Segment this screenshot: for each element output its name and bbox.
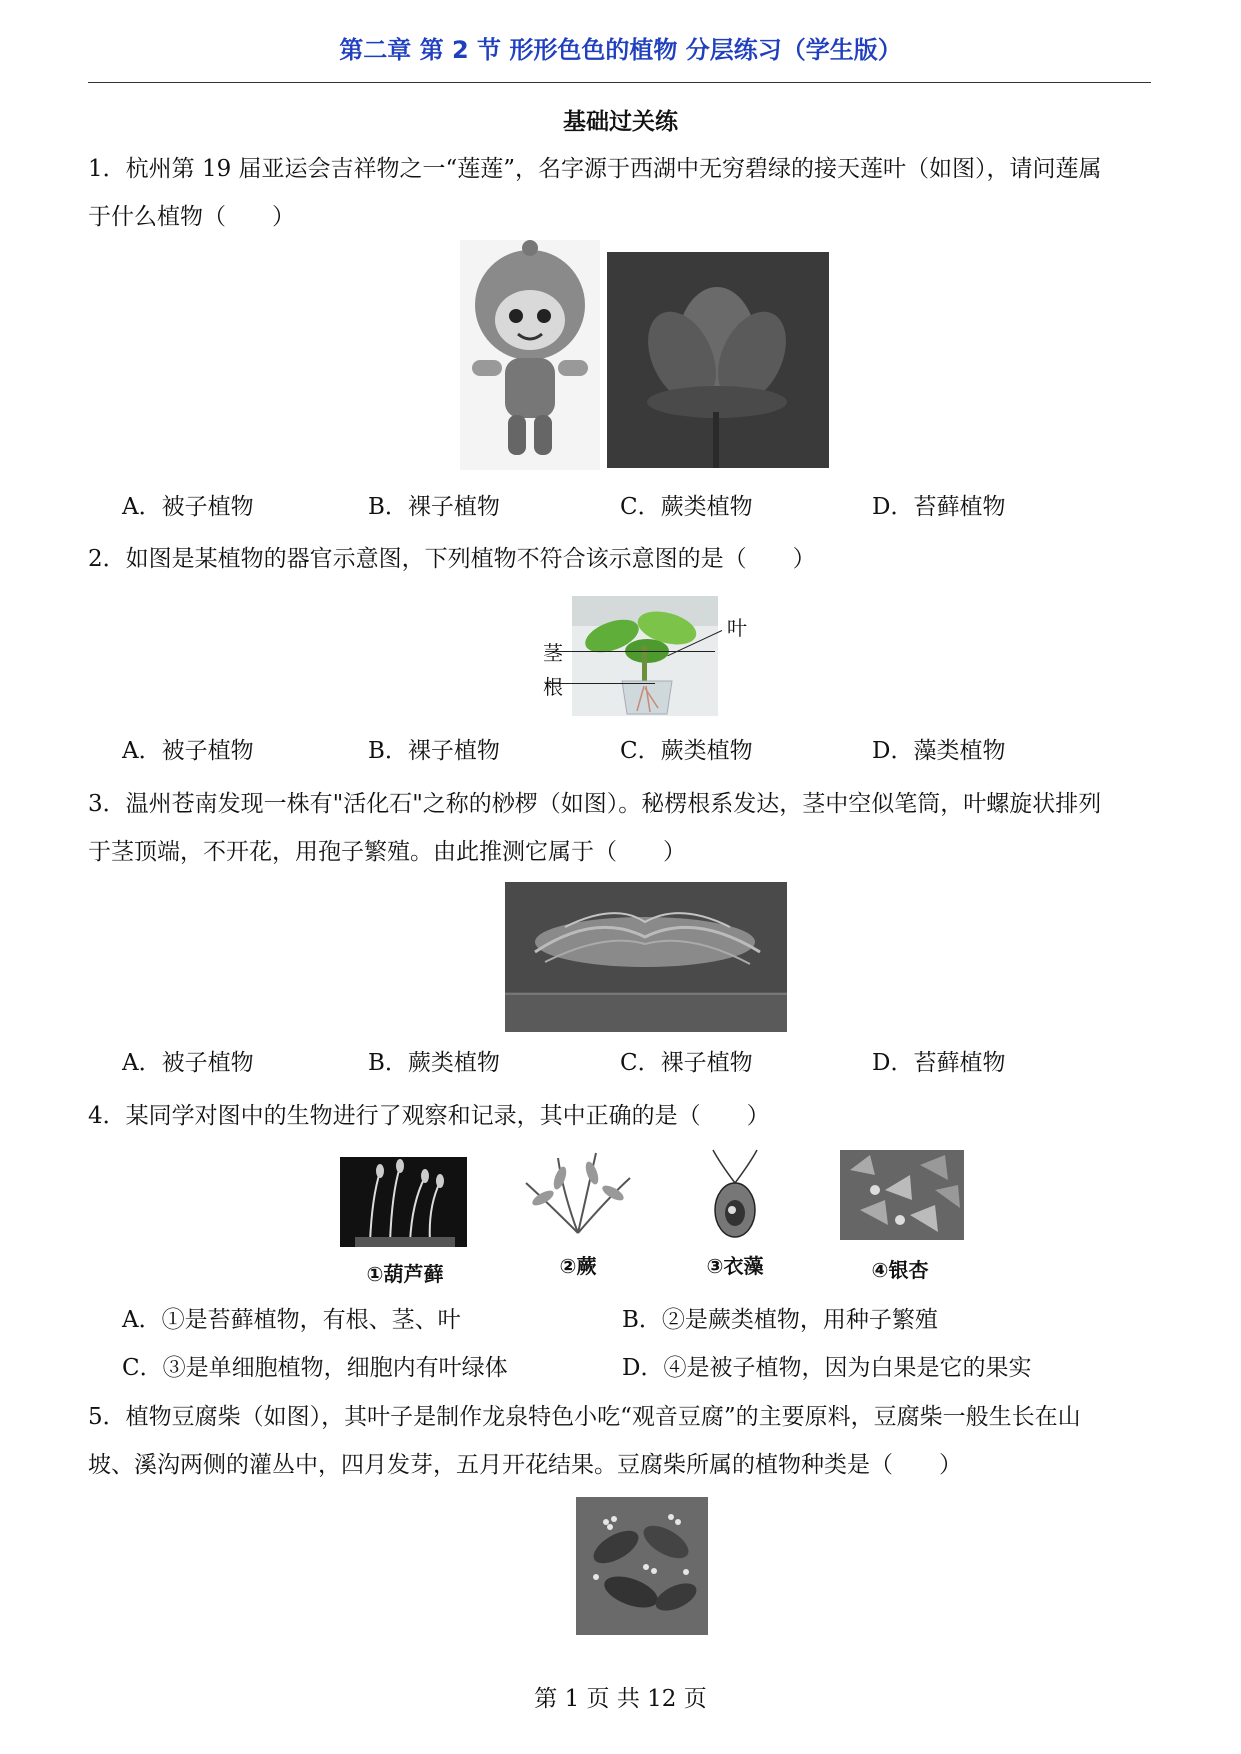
fern-illustration (518, 1148, 638, 1238)
question-5-line-1: 5．植物豆腐柴（如图），其叶子是制作龙泉特色小吃“观音豆腐”的主要原料，豆腐柴一般生长在山 (88, 1404, 1081, 1430)
q2-option-a[interactable]: A．被子植物 (122, 738, 254, 764)
caption-chlamydomonas: ③衣藻 (706, 1254, 764, 1278)
caption-fern: ②蕨 (559, 1254, 597, 1278)
q3-option-b[interactable]: B．蕨类植物 (368, 1050, 500, 1076)
tree-fern-photo (505, 882, 787, 1032)
question-3-stem (88, 780, 1168, 876)
question-3-line-2: 于茎顶端，不开花，用孢子繁殖。由此推测它属于（ ） (88, 839, 686, 865)
q3-option-c[interactable]: C．裸子植物 (620, 1050, 753, 1076)
lotus-flower-photo (607, 252, 829, 468)
moss-photo (340, 1157, 467, 1247)
ginkgo-photo (840, 1150, 964, 1240)
leaf-label: 叶 (727, 616, 747, 640)
header-divider (88, 82, 1151, 83)
q2-option-b[interactable]: B．裸子植物 (368, 738, 500, 764)
premna-plant-photo (576, 1497, 708, 1635)
chlamydomonas-illustration (705, 1148, 765, 1243)
document-header: 第二章 第 2 节 形形色色的植物 分层练习（学生版） (339, 36, 902, 64)
q4-option-a[interactable]: A．①是苔藓植物，有根、茎、叶 (122, 1307, 461, 1333)
section-title: 基础过关练 (563, 108, 678, 135)
question-4-stem (88, 1092, 1168, 1140)
stem-label: 茎 (543, 641, 563, 665)
question-1-line-1: 1．杭州第 19 届亚运会吉祥物之一“莲莲”，名字源于西湖中无穷碧绿的接天莲叶（如图），请问莲属 (88, 156, 1102, 182)
question-2-stem (88, 535, 1168, 583)
q1-option-a[interactable]: A．被子植物 (122, 494, 254, 520)
q3-option-d[interactable]: D．苔藓植物 (872, 1050, 1006, 1076)
mascot-lianlian-image (460, 240, 600, 470)
question-4-line-1: 4．某同学对图中的生物进行了观察和记录，其中正确的是（ ） (88, 1103, 770, 1129)
question-3-line-1: 3．温州苍南发现一株有"活化石"之称的桫椤（如图）。秘楞根系发达，茎中空似笔筒，叶螺旋状排列 (88, 791, 1102, 817)
caption-ginkgo: ④银杏 (871, 1258, 929, 1282)
q4-option-d[interactable]: D．④是被子植物，因为白果是它的果实 (622, 1355, 1032, 1381)
question-1-stem (88, 145, 1168, 241)
q3-option-a[interactable]: A．被子植物 (122, 1050, 254, 1076)
question-5-line-2: 坡、溪沟两侧的灌丛中，四月发芽，五月开花结果。豆腐柴所属的植物种类是（ ） (88, 1452, 962, 1478)
root-label: 根 (543, 675, 563, 699)
page-number: 第 1 页 共 12 页 (534, 1686, 707, 1712)
q2-option-c[interactable]: C．蕨类植物 (620, 738, 753, 764)
plant-organ-diagram (572, 596, 718, 716)
q4-option-b[interactable]: B．②是蕨类植物，用种子繁殖 (622, 1307, 938, 1333)
question-1-line-2: 于什么植物（ ） (88, 204, 295, 230)
q4-option-c[interactable]: C．③是单细胞植物，细胞内有叶绿体 (122, 1355, 508, 1381)
q1-option-b[interactable]: B．裸子植物 (368, 494, 500, 520)
caption-moss: ①葫芦藓 (366, 1262, 444, 1286)
q1-option-c[interactable]: C．蕨类植物 (620, 494, 753, 520)
q2-option-d[interactable]: D．藻类植物 (872, 738, 1006, 764)
question-2-line-1: 2．如图是某植物的器官示意图，下列植物不符合该示意图的是（ ） (88, 546, 816, 572)
question-5-stem (88, 1393, 1168, 1489)
q1-option-d[interactable]: D．苔藓植物 (872, 494, 1006, 520)
stem-pointer-line (545, 651, 715, 652)
